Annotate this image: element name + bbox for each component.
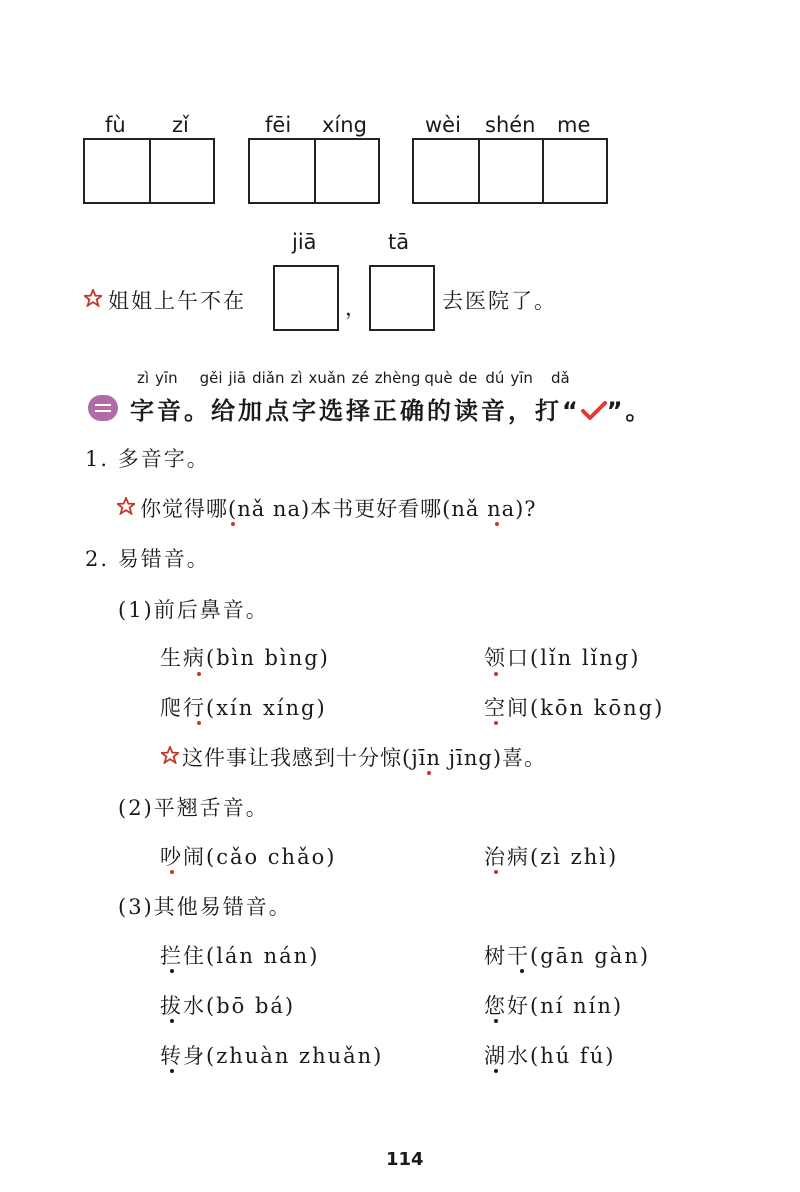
sentence-before: 姐姐上午不在 bbox=[108, 289, 246, 313]
q2-heading: 2. 易错音。 bbox=[85, 547, 210, 571]
item-zhuanshen: 转身(zhuàn zhuǎn) bbox=[160, 1044, 384, 1068]
star-icon bbox=[161, 746, 179, 764]
item-lingkou: 领口(lǐn lǐng) bbox=[484, 646, 641, 670]
page-number: 114 bbox=[386, 1149, 424, 1170]
q2-sub3-heading: (3)其他易错音。 bbox=[118, 895, 292, 919]
q1-heading: 1. 多音字。 bbox=[85, 447, 210, 471]
item-shugan: 树干(gān gàn) bbox=[484, 944, 651, 968]
q1-sentence: 你觉得哪(nǎ na)本书更好看哪(nǎ na)? bbox=[140, 497, 537, 521]
item-chaonao: 吵闹(cǎo chǎo) bbox=[160, 845, 337, 869]
pinyin-ta: tā bbox=[388, 230, 410, 254]
section-pinyin: zì yīn gěi jiā diǎn zì xuǎn zé zhèng què de dú yīn dǎ bbox=[137, 369, 570, 387]
pinyin-shen: shén bbox=[485, 113, 536, 137]
item-shengbing: 生病(bìn bìng) bbox=[160, 646, 330, 670]
answer-box-ta[interactable] bbox=[369, 265, 435, 331]
pinyin-zi: zǐ bbox=[172, 113, 189, 137]
answer-box-jia[interactable] bbox=[273, 265, 339, 331]
pinyin-jia: jiā bbox=[292, 230, 317, 254]
item-lanzhu: 拦住(lán nán) bbox=[160, 944, 320, 968]
pinyin-fei: fēi bbox=[265, 113, 292, 137]
section-title: 字音。给加点字选择正确的读音，打“ ”。 bbox=[130, 397, 653, 425]
answer-box-feixing[interactable] bbox=[248, 138, 380, 204]
pinyin-fu: fù bbox=[105, 113, 126, 137]
star-icon bbox=[84, 289, 102, 307]
item-zhibing: 治病(zì zhì) bbox=[484, 845, 619, 869]
item-kongjian: 空间(kōn kōng) bbox=[484, 696, 665, 720]
pinyin-me: me bbox=[557, 113, 591, 137]
q2-sub1-sentence: 这件事让我感到十分惊(jīn jīng)喜。 bbox=[182, 746, 547, 770]
sentence-after: 去医院了。 bbox=[442, 289, 557, 313]
item-paxing: 爬行(xín xíng) bbox=[160, 696, 327, 720]
pinyin-xing: xíng bbox=[322, 113, 367, 137]
answer-box-fuzi[interactable] bbox=[83, 138, 215, 204]
q2-sub2-heading: (2)平翘舌音。 bbox=[118, 796, 269, 820]
sentence-comma: ， bbox=[345, 296, 368, 320]
item-ninhao: 您好(ní nín) bbox=[484, 994, 624, 1018]
q2-sub1-heading: (1)前后鼻音。 bbox=[118, 598, 269, 622]
check-icon bbox=[581, 400, 607, 422]
star-icon bbox=[117, 497, 135, 515]
pinyin-wei: wèi bbox=[425, 113, 461, 137]
answer-box-weishenme[interactable] bbox=[412, 138, 608, 204]
item-bashui: 拔水(bō bá) bbox=[160, 994, 296, 1018]
section-number-badge bbox=[88, 395, 118, 421]
item-hushui: 湖水(hú fú) bbox=[484, 1044, 616, 1068]
